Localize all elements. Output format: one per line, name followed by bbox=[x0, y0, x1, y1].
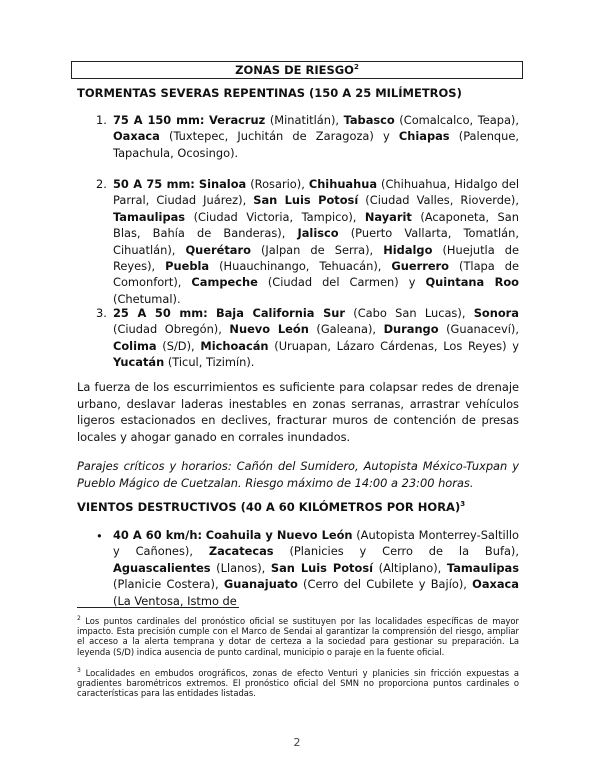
state-name: Sonora bbox=[473, 306, 519, 320]
state-name: Sinaloa bbox=[198, 177, 247, 191]
item-number-3: 3. bbox=[96, 306, 107, 320]
locality-text: (Ticul, Tizimín). bbox=[164, 355, 255, 370]
footnote-text: Los puntos cardinales del pronóstico oficial se sustituyen por las localidades específicas de mayor impacto. Esta precisión cumple con el Marco de Sendai al garantizar la comprensión del riesgo, ampliar el acceso a la alerta temprana y dotar de certeza a la sociedad para gestionar su preparación. La leyenda (S/D) indica ausencia de punto cardinal, municipio o paraje en la fuente oficial. bbox=[77, 616, 520, 657]
state-name: Aguascalientes bbox=[113, 560, 211, 575]
state-list bbox=[113, 177, 519, 306]
state-name: Quintana Roo bbox=[425, 275, 519, 290]
locality-text: (Altiplano), bbox=[373, 560, 447, 575]
locality-text: (Huauchinango, Tehuacán), bbox=[209, 259, 392, 274]
item-number-2: 2. bbox=[96, 177, 107, 191]
locality-text: (Guanaceví), bbox=[438, 322, 519, 337]
zones-title: ZONAS DE RIESGO bbox=[235, 63, 354, 77]
locality-text: (Ciudad Valles, Rioverde), bbox=[358, 193, 519, 208]
locality-text: (Comalcalco, Teapa), bbox=[394, 113, 519, 127]
state-name: Tamaulipas bbox=[113, 209, 186, 224]
state-name: Tabasco bbox=[343, 113, 395, 127]
state-name: Chiapas bbox=[398, 129, 450, 144]
state-name: Guerrero bbox=[391, 259, 449, 274]
state-name: Jalisco bbox=[297, 226, 339, 241]
locality-text: (Planicies y Cerro de la Bufa), bbox=[273, 544, 519, 559]
footnote-separator bbox=[77, 607, 239, 608]
state-name: Campeche bbox=[191, 275, 258, 290]
range-label: 50 A 75 mm: bbox=[113, 177, 195, 191]
locality-text: (Acaponeta, San Blas, Bahía de Banderas), bbox=[113, 209, 519, 241]
footnote-text: Localidades en embudos orográficos, zonas de efecto Venturi y planicies sin fricción expuestas a gradientes barométricos extremos. El pronóstico oficial del SMN no proporciona puntos cardinales o características para las entidades listadas. bbox=[77, 668, 519, 699]
footnote-2 bbox=[77, 616, 519, 657]
locality-text: (Palenque, Tapachula, Ocosingo). bbox=[113, 129, 519, 160]
locality-text: (S/D), bbox=[156, 338, 201, 353]
locality-text: (Tlapa de Comonfort), bbox=[113, 259, 519, 290]
state-name: Durango bbox=[383, 322, 439, 337]
footnote-3 bbox=[77, 668, 519, 699]
locality-text: (Cerro del Cubilete y Bajío), bbox=[297, 577, 473, 592]
state-name: Coahuila y Nuevo León bbox=[205, 528, 353, 542]
locality-text: (Ciudad del Carmen) y bbox=[257, 275, 426, 290]
state-name: Yucatán bbox=[113, 355, 165, 370]
state-name: Oaxaca bbox=[472, 577, 519, 592]
state-name: Querétaro bbox=[185, 242, 251, 257]
winds-item bbox=[113, 527, 519, 609]
state-name: Nuevo León bbox=[229, 322, 309, 337]
locality-text: (Autopista Monterrey-Saltillo y Cañones), bbox=[113, 528, 520, 559]
footnote-ref-2: 2 bbox=[353, 63, 359, 72]
state-name: Tamaulipas bbox=[446, 560, 519, 575]
storm-item-2 bbox=[113, 176, 519, 307]
state-name: San Luis Potosí bbox=[253, 193, 359, 208]
locality-text: (Uruapan, Lázaro Cárdenas, Los Reyes) y bbox=[268, 338, 519, 353]
state-name: Nayarit bbox=[364, 209, 412, 224]
locality-text: (Chetumal). bbox=[113, 291, 181, 306]
critical-places-note bbox=[77, 458, 519, 491]
storms-heading: TORMENTAS SEVERAS REPENTINAS (150 A 25 MILÍMETROS) bbox=[77, 86, 462, 100]
state-name: Colima bbox=[113, 338, 157, 353]
range-label: 40 A 60 km/h: bbox=[113, 528, 203, 542]
range-label: 75 A 150 mm: bbox=[113, 113, 205, 127]
impact-paragraph: La fuerza de los escurrimientos es suficiente para colapsar redes de drenaje urbano, deslavar laderas inestables en zonas serranas, arrastrar vehículos ligeros estacionados en declives, fracturar muros de contención de presas locales y ahogar ganado en corrales inundados. bbox=[77, 380, 519, 444]
state-name: Hidalgo bbox=[383, 242, 433, 257]
locality-text: (Llanos), bbox=[210, 560, 271, 575]
page-number: 2 bbox=[293, 736, 301, 749]
zones-title-box bbox=[71, 61, 523, 79]
state-name: Veracruz bbox=[208, 113, 266, 127]
storm-item-1 bbox=[113, 112, 519, 161]
locality-text: (La Ventosa, Istmo de bbox=[113, 593, 237, 608]
footnote-ref-3: 3 bbox=[460, 500, 466, 509]
locality-text: (Tuxtepec, Juchitán de Zaragoza) y bbox=[159, 129, 399, 144]
state-name: Oaxaca bbox=[113, 129, 160, 144]
locality-text: (Chihuahua, Hidalgo del Parral, Ciudad Juárez), bbox=[113, 177, 519, 208]
locality-text: (Ciudad Obregón), bbox=[113, 322, 230, 337]
state-name: Zacatecas bbox=[208, 544, 274, 559]
critical-places-text: Parajes críticos y horarios: Cañón del Sumidero, Autopista México-Tuxpan y Pueblo Mágico de Cuetzalan. Riesgo máximo de 14:00 a 23:00 horas. bbox=[77, 459, 519, 490]
state-name: Puebla bbox=[165, 259, 210, 274]
state-name: Michoacán bbox=[200, 338, 269, 353]
state-name: Baja California Sur bbox=[215, 306, 346, 320]
state-name: Chihuahua bbox=[308, 177, 378, 191]
item-number-1: 1. bbox=[96, 113, 107, 127]
state-name: San Luis Potosí bbox=[270, 560, 374, 575]
footnote-mark: 3 bbox=[77, 667, 81, 675]
locality-text: (Ciudad Victoria, Tampico), bbox=[185, 209, 365, 224]
bullet-icon: • bbox=[96, 529, 103, 543]
locality-text: (Jalpan de Serra), bbox=[250, 242, 384, 257]
locality-text: (Galeana), bbox=[308, 322, 384, 337]
locality-text: (Minatitlán), bbox=[265, 113, 344, 127]
state-name: Guanajuato bbox=[223, 577, 298, 592]
storm-item-3 bbox=[113, 305, 519, 371]
range-label: 25 A 50 mm: bbox=[113, 306, 208, 320]
winds-heading-text: VIENTOS DESTRUCTIVOS (40 A 60 KILÓMETROS POR HORA) bbox=[77, 500, 461, 514]
locality-text: (Planicie Costera), bbox=[113, 577, 224, 592]
locality-text: (Rosario), bbox=[246, 177, 309, 191]
locality-text: (Huejutla de Reyes), bbox=[113, 242, 519, 274]
winds-heading bbox=[77, 500, 465, 514]
footnote-mark: 2 bbox=[77, 615, 81, 623]
locality-text: (Puerto Vallarta, Tomatlán, Cihuatlán), bbox=[113, 226, 519, 257]
locality-text: (Cabo San Lucas), bbox=[345, 306, 474, 320]
